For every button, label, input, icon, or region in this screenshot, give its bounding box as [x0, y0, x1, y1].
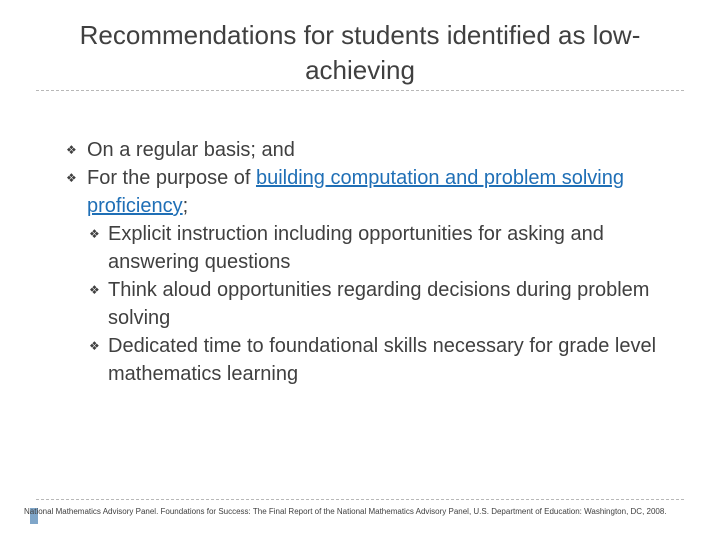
bullet-icon: ❖: [89, 339, 100, 353]
list-item: [66, 164, 686, 220]
list-item: [66, 332, 686, 388]
list-item-text: Think aloud opportunities regarding decisions during problem solving: [108, 279, 650, 329]
proficiency-link[interactable]: building computation and problem solving proficiency: [87, 167, 624, 217]
list-item-suffix: ;: [182, 195, 189, 217]
bullet-icon: ❖: [89, 227, 100, 241]
title-divider: [36, 90, 684, 91]
bullet-icon: ❖: [66, 171, 77, 185]
bullet-icon: ❖: [66, 143, 77, 157]
list-item: [66, 220, 686, 276]
list-item-text: On a regular basis; and: [87, 139, 295, 161]
list-item-text: Explicit instruction including opportunities for asking and answering questions: [108, 223, 604, 273]
list-item: [66, 276, 686, 332]
list-item: [66, 136, 686, 164]
footer-divider: [36, 499, 684, 500]
list-item-text: Dedicated time to foundational skills necessary for grade level mathematics learning: [108, 335, 657, 385]
bullet-icon: ❖: [89, 283, 100, 297]
slide-title: Recommendations for students identified as low-achieving: [79, 20, 641, 85]
citation-footnote: National Mathematics Advisory Panel. Foundations for Success: The Final Report of the National Mathematics Advisory Panel, U.S. Department of Education: Washington, DC, 2008.: [24, 507, 667, 516]
list-item-prefix: For the purpose of: [87, 167, 256, 189]
bullet-list: [66, 136, 686, 388]
